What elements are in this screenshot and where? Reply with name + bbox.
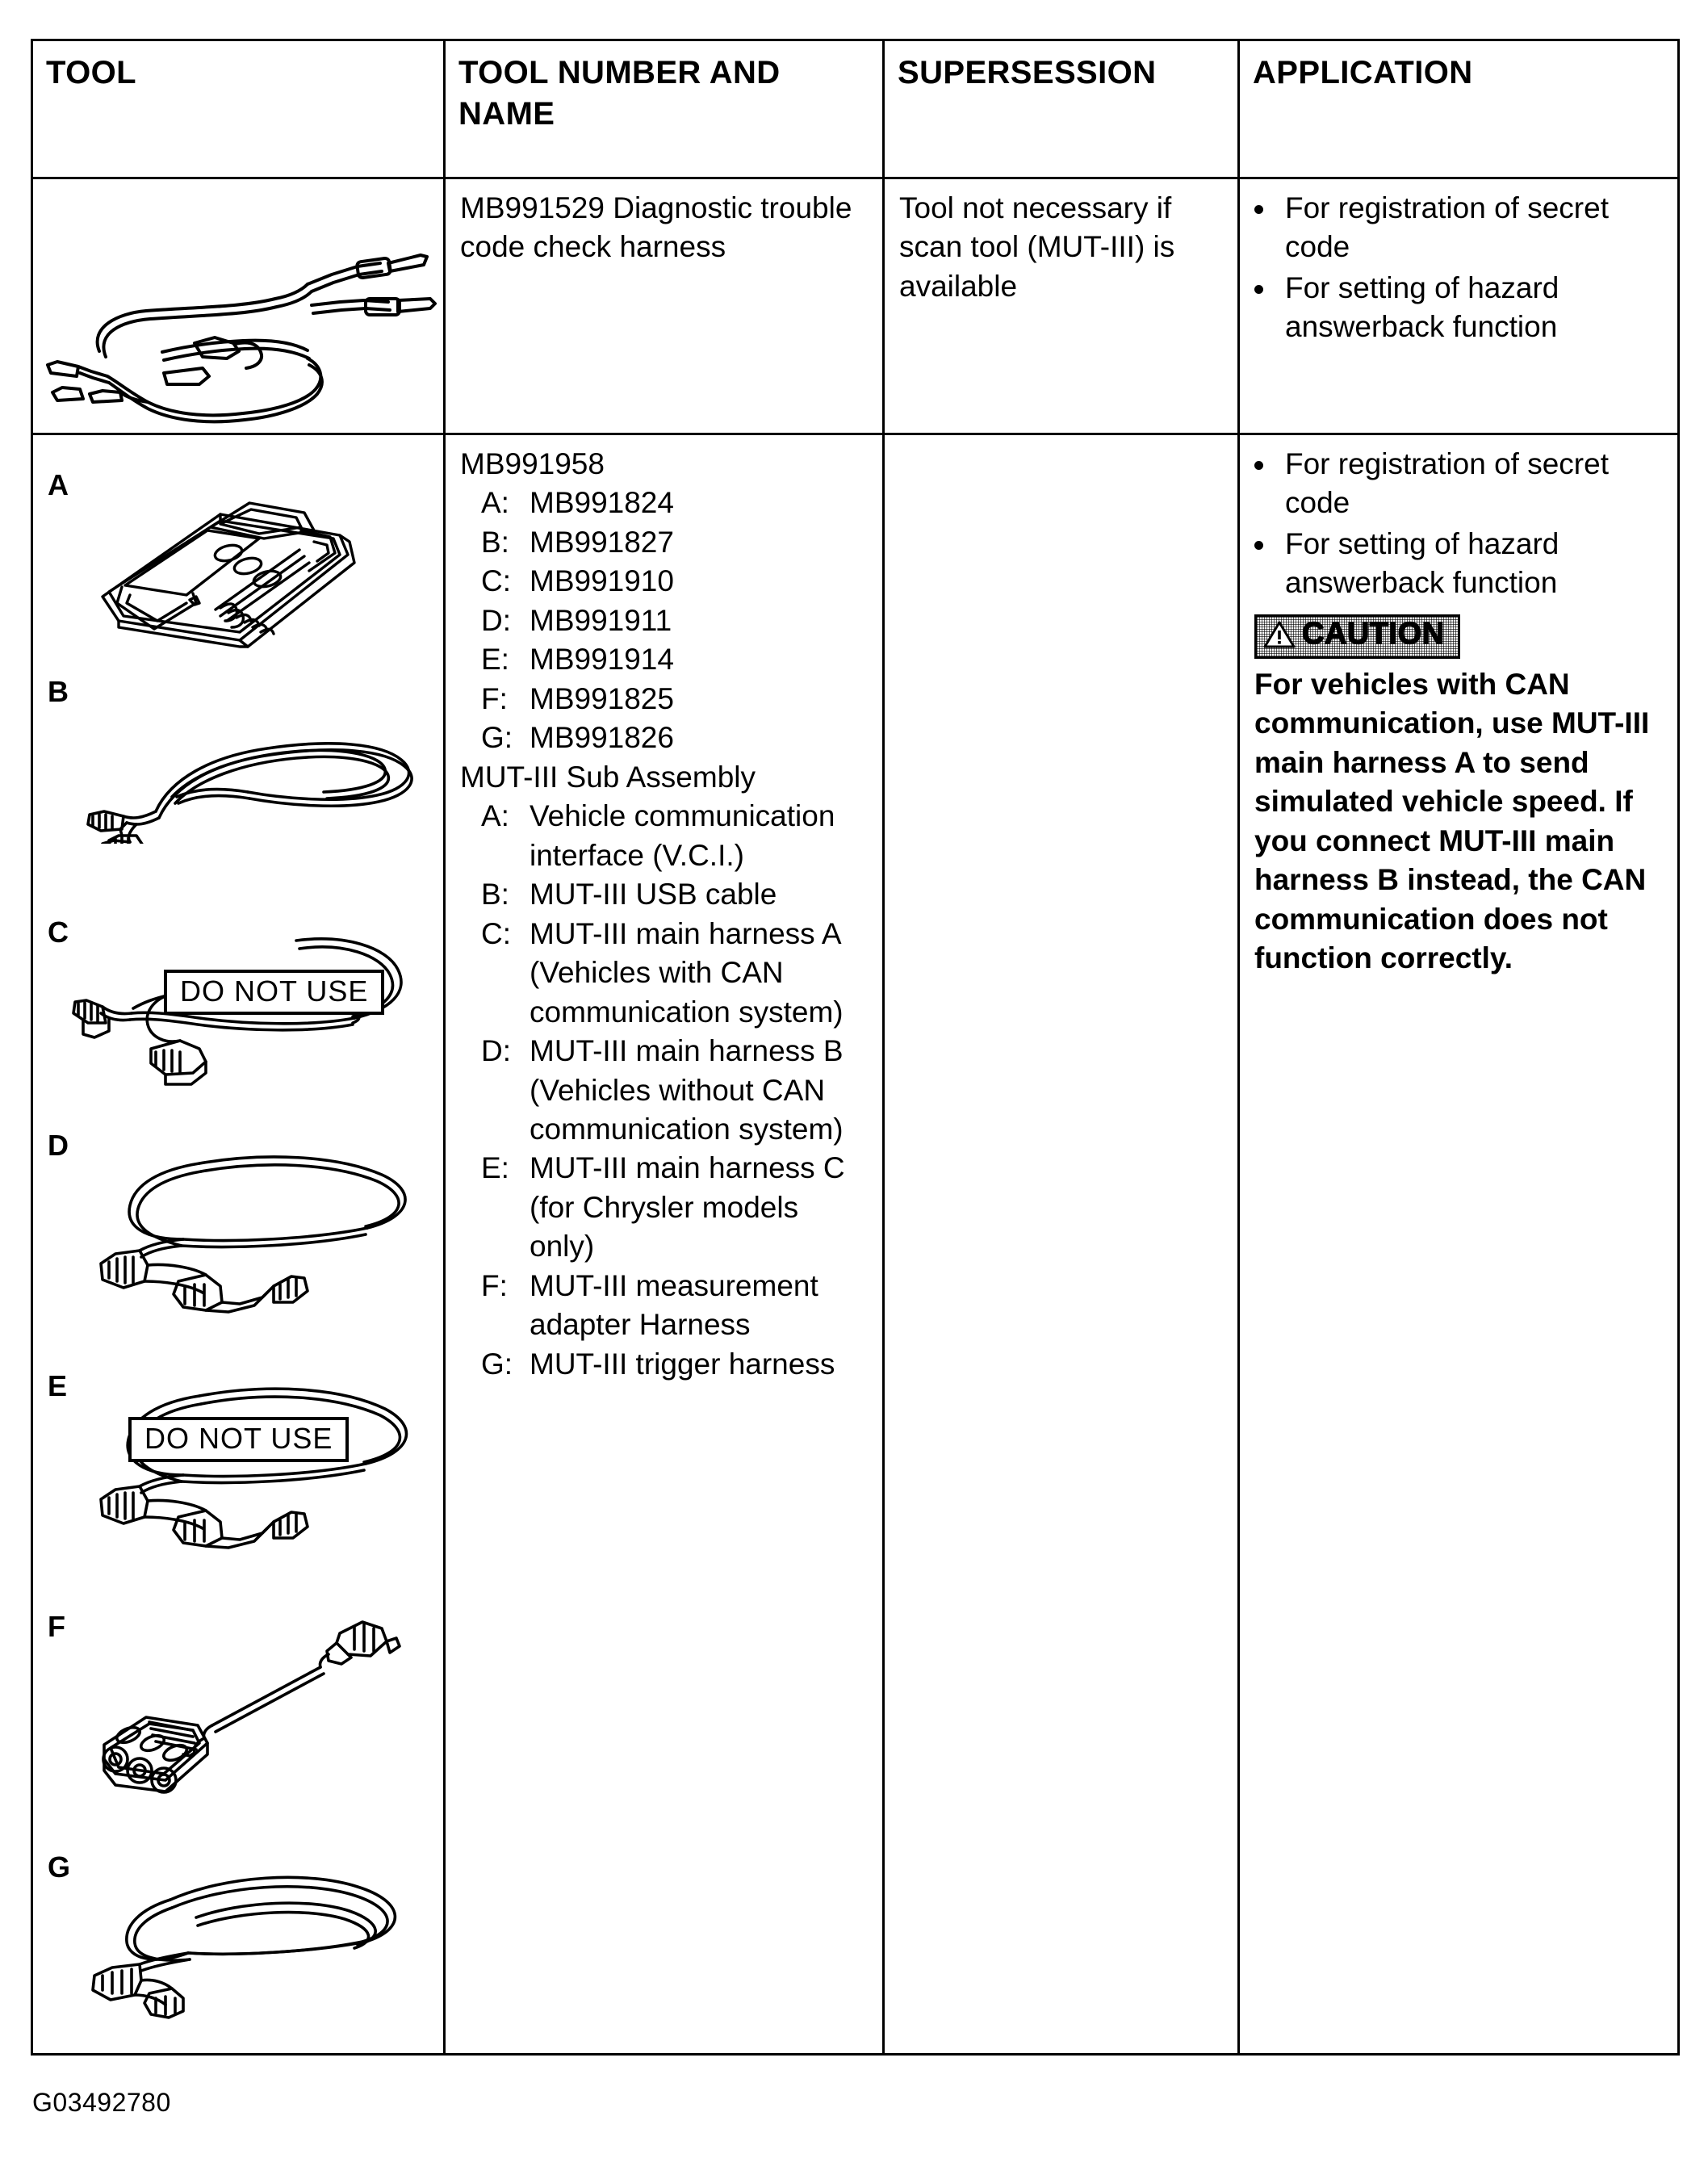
tool-number-list	[460, 445, 871, 1384]
list-item: For registration of secret code	[1243, 189, 1666, 267]
tool-number-line: G: MUT-III trigger harness	[481, 1345, 871, 1384]
mut-iii-usb-cable-illustration	[82, 682, 421, 844]
tool-number-line: F: MUT-III measurement adapter Harness	[481, 1267, 871, 1345]
caution-label: CAUTION	[1302, 616, 1445, 651]
column-header-tool: TOOL	[32, 40, 445, 178]
supersession-cell-mb991958	[884, 434, 1239, 2055]
illustration-label-b: B	[48, 675, 69, 708]
application-cell-mb991529	[1239, 178, 1679, 434]
tool-number-line-key: C:	[481, 916, 511, 950]
tool-illustration-cell-dtc-harness	[32, 178, 445, 434]
mut-iii-trigger-harness-illustration	[75, 1861, 430, 2039]
tool-number-line-key: A:	[481, 486, 509, 520]
illustration-label-e: E	[48, 1369, 68, 1402]
table-row	[32, 434, 1679, 2055]
mut-iii-main-harness-c-illustration	[70, 1372, 425, 1582]
tool-number-line: E: MB991914	[481, 640, 871, 679]
tool-number-line: MUT-III Sub Assembly	[460, 760, 756, 794]
mut-iii-measurement-adapter-harness-illustration	[70, 1616, 425, 1825]
tool-number-line-key: C:	[481, 564, 511, 598]
tool-number-line-key: D:	[481, 1034, 511, 1068]
tool-number-line: D: MB991911	[481, 601, 871, 640]
tool-number-line-key: F:	[481, 1268, 508, 1302]
illustration-label-c: C	[48, 916, 69, 949]
table-row	[32, 178, 1679, 434]
application-bullet-list	[1243, 189, 1666, 347]
illustration-label-d: D	[48, 1129, 69, 1162]
list-item: For setting of hazard answerback function	[1243, 269, 1666, 347]
supersession-cell-mb991529	[884, 178, 1239, 434]
tool-number-and-name-text: MB991529 Diagnostic trouble code check harness	[460, 191, 860, 264]
tool-number-line: F: MB991825	[481, 680, 871, 719]
tool-number-line: C: MB991910	[481, 562, 871, 601]
tool-number-line-key: E:	[481, 643, 509, 677]
tool-number-line-key: A:	[481, 799, 509, 833]
mut-iii-main-harness-a-illustration	[70, 923, 425, 1108]
column-header-application: APPLICATION	[1239, 40, 1679, 178]
table-header-row	[32, 40, 1679, 178]
caution-badge	[1254, 614, 1460, 659]
tool-number-line-key: G:	[481, 721, 513, 755]
illustration-label-a: A	[48, 468, 69, 501]
tool-number-line: MB991958	[460, 447, 605, 480]
list-item: For registration of secret code	[1243, 445, 1666, 523]
illustration-label-f: F	[48, 1610, 66, 1643]
tool-number-line-key: F:	[481, 681, 508, 715]
do-not-use-label-e: DO NOT USE	[128, 1417, 349, 1462]
special-tools-table	[31, 39, 1680, 2056]
dtc-check-harness-illustration	[41, 186, 445, 428]
tool-number-line: B: MB991827	[481, 523, 871, 562]
column-header-supersession: SUPERSESSION	[884, 40, 1239, 178]
tool-number-line: E: MUT-III main harness C (for Chrysler models only)	[481, 1149, 871, 1266]
figure-reference-code: G03492780	[32, 2088, 171, 2117]
application-cell-mb991958	[1239, 434, 1679, 2055]
tool-illustration-cell-mut3-sub-assembly	[32, 434, 445, 2055]
mut-iii-main-harness-b-illustration	[70, 1136, 425, 1346]
do-not-use-label-c: DO NOT USE	[164, 970, 384, 1015]
tool-number-line-key: B:	[481, 878, 509, 911]
tool-number-line: B: MUT-III USB cable	[481, 875, 871, 914]
column-header-tool-number-and-name: TOOL NUMBER AND NAME	[445, 40, 884, 178]
tool-number-line-key: D:	[481, 603, 511, 637]
supersession-text: Tool not necessary if scan tool (MUT-III) is available	[899, 191, 1183, 303]
tool-number-line-key: G:	[481, 1347, 513, 1381]
vehicle-communication-interface-illustration	[98, 482, 372, 660]
tool-number-line: A: MB991824	[481, 484, 871, 522]
tool-number-line: G: MB991826	[481, 719, 871, 757]
tool-number-cell-mb991958	[445, 434, 884, 2055]
list-item: For setting of hazard answerback function	[1243, 525, 1666, 603]
tool-number-line: A: Vehicle communication interface (V.C.I.)	[481, 797, 871, 875]
caution-body-text: For vehicles with CAN communication, use MUT-III main harness A to send simulated vehicle speed. If you connect MUT-III main harness B instead, the CAN communication does not function correctly.	[1254, 667, 1650, 975]
warning-triangle-icon	[1263, 621, 1296, 653]
tool-number-line-key: E:	[481, 1151, 509, 1185]
tool-number-line: D: MUT-III main harness B (Vehicles without CAN communication system)	[481, 1032, 871, 1149]
tool-number-line: C: MUT-III main harness A (Vehicles with CAN communication system)	[481, 915, 871, 1032]
application-bullet-list	[1243, 445, 1666, 603]
tool-number-line-key: B:	[481, 525, 509, 559]
tool-number-cell-mb991529	[445, 178, 884, 434]
illustration-label-g: G	[48, 1850, 71, 1884]
